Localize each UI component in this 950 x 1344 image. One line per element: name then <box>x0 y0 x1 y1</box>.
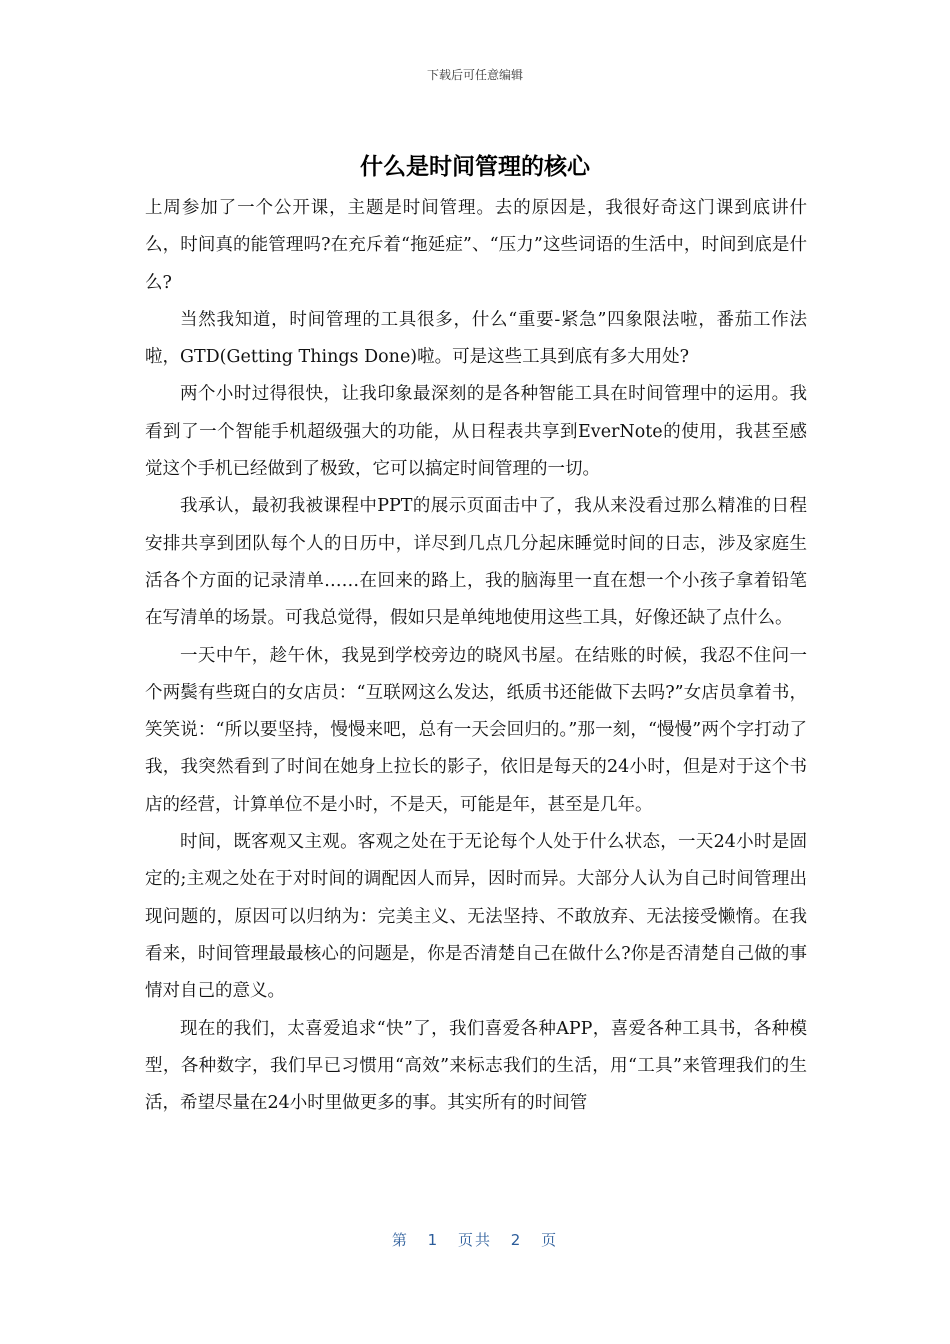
paragraph-7: 现在的我们，太喜爱追求“快”了，我们喜爱各种APP，喜爱各种工具书，各种模型，各种数字，我们早已习惯用“高效”来标志我们的生活，用“工具”来管理我们的生活，希望尽量在24小时里做更多的事。其实所有的时间管 <box>145 1018 807 1114</box>
total-pages-number: 2 <box>510 1231 523 1249</box>
of-word: 页共 <box>457 1231 492 1249</box>
paragraph-4: 我承认，最初我被课程中PPT的展示页面击中了，我从来没看过那么精准的日程安排共享到团队每个人的日历中，详尽到几点几分起床睡觉时间的日志，涉及家庭生活各个方面的记录清单……在回来的路上，我的脑海里一直在想一个小孩子拿着铅笔在写清单的场景。可我总觉得，假如只是单纯地使用这些工具，好像还缺了点什么。 <box>145 496 807 629</box>
paragraph-2: 当然我知道，时间管理的工具很多，什么“重要-紧急”四象限法啦，番茄工作法啦，GTD(Getting Things Done)啦。可是这些工具到底有多大用处? <box>145 309 807 368</box>
page-word: 第 <box>391 1231 409 1249</box>
paragraph-1: 上周参加了一个公开课，主题是时间管理。去的原因是，我很好奇这门课到底讲什么，时间真的能管理吗?在充斥着“拖延症”、“压力”这些词语的生活中，时间到底是什么? <box>145 198 807 293</box>
current-page-number: 1 <box>427 1231 440 1249</box>
document-body <box>145 190 807 1122</box>
page-header: 下载后可任意编辑 <box>426 68 523 82</box>
paragraph-3: 两个小时过得很快，让我印象最深刻的是各种智能工具在时间管理中的运用。我看到了一个智能手机超级强大的功能，从日程表共享到EverNote的使用，我甚至感觉这个手机已经做到了极致，它可以搞定时间管理的一切。 <box>145 384 807 480</box>
paragraph-6: 时间，既客观又主观。客观之处在于无论每个人处于什么状态，一天24小时是固定的;主观之处在于对时间的调配因人而异，因时而异。大部分人认为自己时间管理出现问题的，原因可以归纳为：完美主义、无法坚持、不敢放弃、无法接受懒惰。在我看来，时间管理最最核心的问题是，你是否清楚自己在做什么?你是否清楚自己做的事情对自己的意义。 <box>145 832 807 1002</box>
document-title: 什么是时间管理的核心 <box>360 154 590 180</box>
page-suffix: 页 <box>541 1231 559 1249</box>
page-footer <box>0 1229 950 1250</box>
paragraph-5: 一天中午，趁午休，我晃到学校旁边的晓风书屋。在结账的时候，我忍不住问一个两鬓有些斑白的女店员：“互联网这么发达，纸质书还能做下去吗?”女店员拿着书，笑笑说：“所以要坚持，慢慢来吧，总有一天会回归的。”那一刻，“慢慢”两个字打动了我，我突然看到了时间在她身上拉长的影子，依旧是每天的24小时，但是对于这个书店的经营，计算单位不是小时，不是天，可能是年，甚至是几年。 <box>145 645 807 815</box>
